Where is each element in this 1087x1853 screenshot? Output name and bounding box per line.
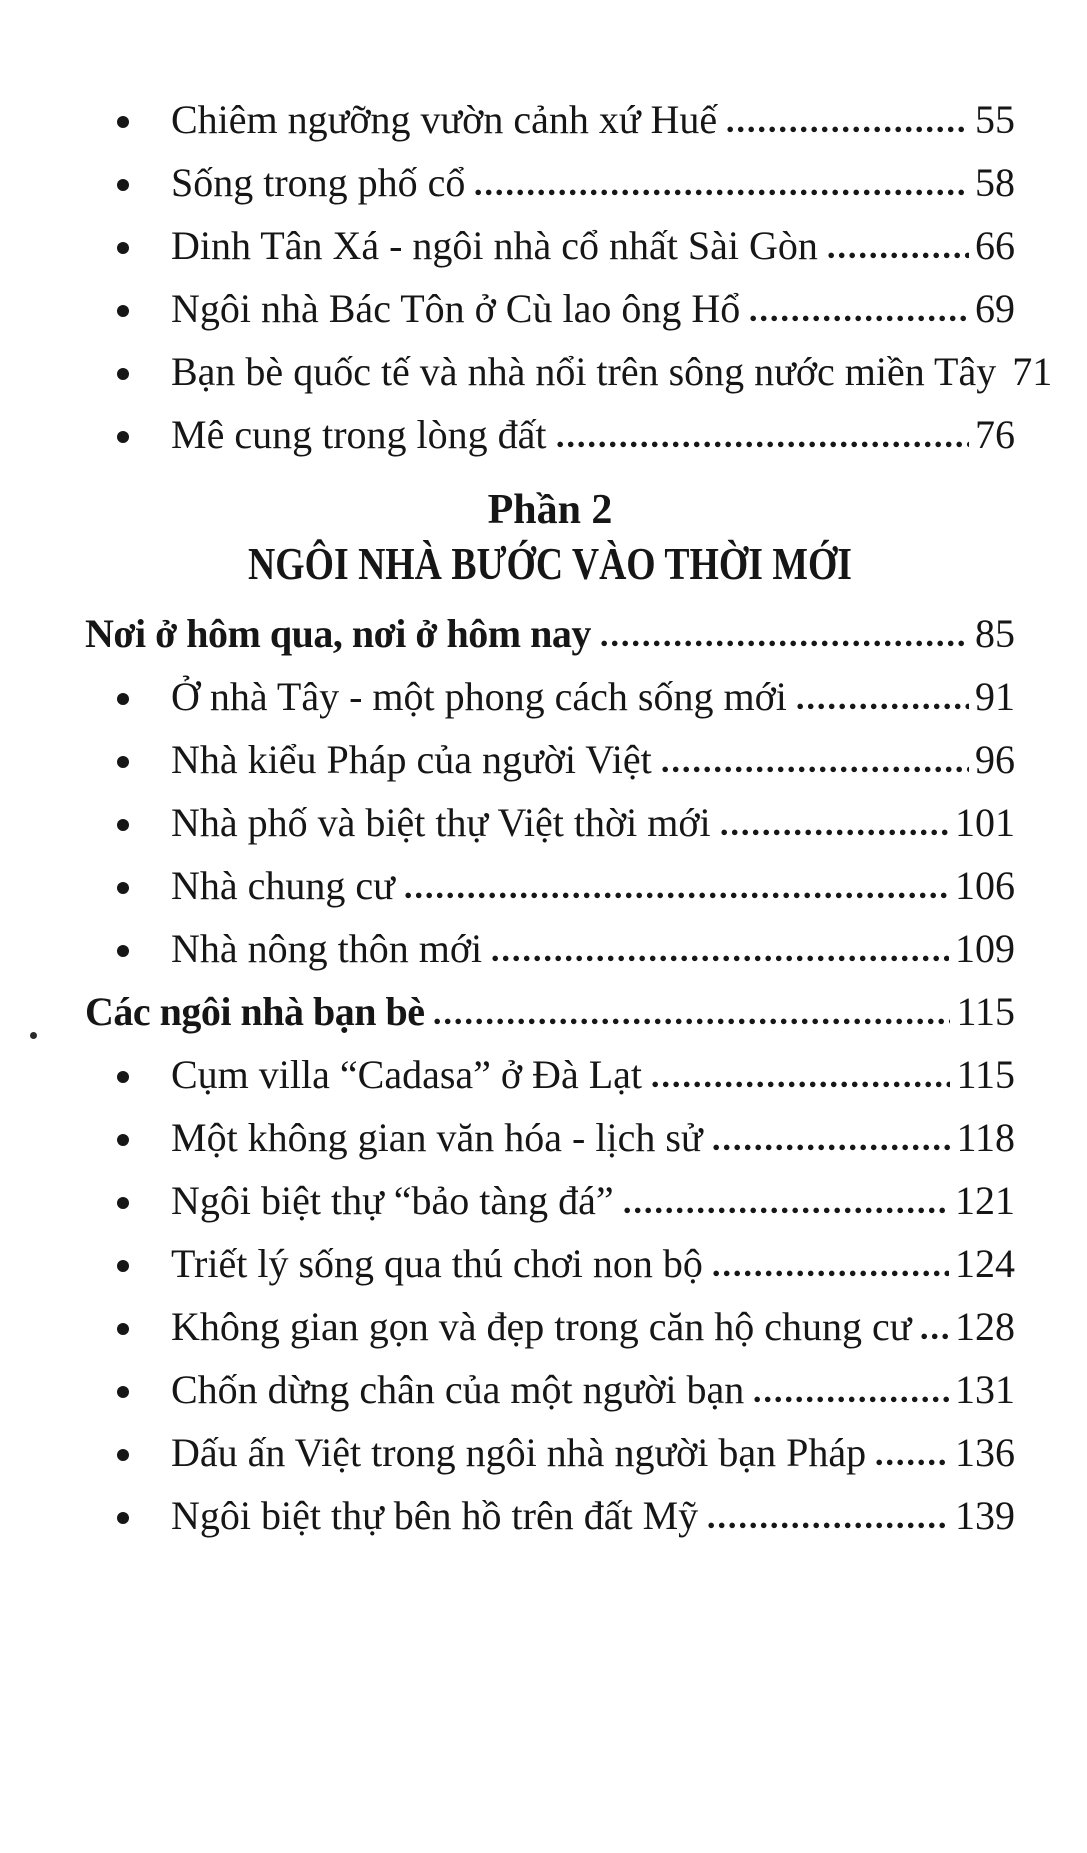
bullet-icon xyxy=(117,305,129,317)
dot-leader xyxy=(475,189,969,196)
toc-entry-page: 128 xyxy=(955,1304,1015,1349)
toc-entry xyxy=(85,214,1015,277)
bullet-icon xyxy=(117,116,129,128)
bullet-icon xyxy=(117,756,129,768)
toc-entry xyxy=(85,1295,1015,1358)
toc-entry-page: 58 xyxy=(975,160,1015,205)
toc-entry xyxy=(85,1169,1015,1232)
toc-entry-label: Không gian gọn và đẹp trong căn hộ chung cư xyxy=(171,1304,912,1349)
toc-entry xyxy=(85,917,1015,980)
toc-entry-label: Sống trong phố cổ xyxy=(171,160,466,205)
toc-entry xyxy=(85,403,1015,466)
part2-kicker: Phần 2 xyxy=(487,487,613,533)
toc-section-entry xyxy=(85,980,1015,1043)
toc-entry-label: Bạn bè quốc tế và nhà nổi trên sông nước miền Tây xyxy=(171,349,997,394)
toc-part1-list xyxy=(85,88,1053,466)
toc-entry-page: 106 xyxy=(955,863,1015,908)
dot-leader xyxy=(434,1018,950,1025)
bullet-icon xyxy=(117,1134,129,1146)
toc-section-label: Các ngôi nhà bạn bè xyxy=(85,989,425,1034)
dot-leader xyxy=(797,703,969,710)
toc-entry-label: Ngôi nhà Bác Tôn ở Cù lao ông Hổ xyxy=(171,286,741,331)
toc-entry-label: Dấu ấn Việt trong ngôi nhà người bạn Pháp xyxy=(171,1430,867,1475)
toc-entry-label: Nhà nông thôn mới xyxy=(171,926,483,971)
toc-entry-page: 109 xyxy=(955,926,1015,971)
toc-entry xyxy=(85,1043,1015,1106)
dot-leader xyxy=(713,1270,949,1277)
toc-entry xyxy=(85,1232,1015,1295)
bullet-icon xyxy=(117,242,129,254)
dot-leader xyxy=(713,1144,951,1151)
toc-entry xyxy=(85,1358,1015,1421)
part2-header xyxy=(85,484,1015,592)
bullet-icon xyxy=(117,431,129,443)
dot-leader xyxy=(492,955,949,962)
toc-entry-label: Cụm villa “Cadasa” ở Đà Lạt xyxy=(171,1052,642,1097)
toc-entry-label: Nhà kiểu Pháp của người Việt xyxy=(171,737,652,782)
dot-leader xyxy=(721,829,949,836)
toc-section-label: Nơi ở hôm qua, nơi ở hôm nay xyxy=(85,611,591,656)
bullet-icon xyxy=(117,1449,129,1461)
toc-entry-label: Ở nhà Tây - một phong cách sống mới xyxy=(171,674,787,719)
bullet-icon xyxy=(117,1386,129,1398)
toc-entry-label: Dinh Tân Xá - ngôi nhà cổ nhất Sài Gòn xyxy=(171,223,818,268)
toc-entry-page: 55 xyxy=(975,97,1015,142)
toc-entry-page: 101 xyxy=(955,800,1015,845)
toc-entry-page: 124 xyxy=(955,1241,1015,1286)
toc-entry xyxy=(85,88,1015,151)
toc-entry-label: Ngôi biệt thự “bảo tàng đá” xyxy=(171,1178,614,1223)
toc-entry-page: 69 xyxy=(975,286,1015,331)
toc-entry-page: 115 xyxy=(956,1052,1015,1097)
bullet-icon xyxy=(117,1071,129,1083)
dot-leader xyxy=(624,1207,949,1214)
toc-entry xyxy=(85,277,1015,340)
toc-entry xyxy=(85,1106,1015,1169)
dot-leader xyxy=(754,1396,949,1403)
toc-entry-page: 91 xyxy=(975,674,1015,719)
bullet-icon xyxy=(117,368,129,380)
toc-entry-label: Triết lý sống qua thú chơi non bộ xyxy=(171,1241,703,1286)
toc-entry xyxy=(85,791,1015,854)
toc-entry-page: 121 xyxy=(955,1178,1015,1223)
toc-entry xyxy=(85,854,1015,917)
toc-entry xyxy=(85,1484,1015,1547)
toc-entry xyxy=(85,151,1015,214)
toc-entry-page: 131 xyxy=(955,1367,1015,1412)
toc-entry-page: 96 xyxy=(975,737,1015,782)
dot-leader xyxy=(557,441,970,448)
toc-entry-page: 66 xyxy=(975,223,1015,268)
dot-leader xyxy=(662,766,969,773)
dot-leader xyxy=(876,1459,949,1466)
dot-leader xyxy=(405,892,949,899)
toc-entry xyxy=(85,665,1015,728)
bullet-icon xyxy=(117,945,129,957)
bullet-icon xyxy=(117,1197,129,1209)
toc-part2-list xyxy=(85,602,1015,1547)
toc-entry-page: 139 xyxy=(955,1493,1015,1538)
bullet-icon xyxy=(117,1260,129,1272)
toc-entry-label: Nhà phố và biệt thự Việt thời mới xyxy=(171,800,711,845)
toc-entry-page: 71 xyxy=(1012,349,1053,394)
toc-entry-page: 118 xyxy=(956,1115,1015,1160)
bullet-icon xyxy=(117,179,129,191)
bullet-icon xyxy=(117,882,129,894)
bullet-icon xyxy=(117,1512,129,1524)
toc-entry-page: 85 xyxy=(975,611,1015,656)
dot-leader xyxy=(652,1081,950,1088)
toc-entry-label: Chốn dừng chân của một người bạn xyxy=(171,1367,745,1412)
part2-title: NGÔI NHÀ BƯỚC VÀO THỜI MỚI xyxy=(248,538,852,589)
bullet-icon xyxy=(117,693,129,705)
toc-section-entry xyxy=(85,602,1015,665)
toc-entry-page: 115 xyxy=(956,989,1015,1034)
toc-entry-label: Nhà chung cư xyxy=(171,863,395,908)
dot-leader xyxy=(750,315,969,322)
toc-entry-page: 136 xyxy=(955,1430,1015,1475)
bullet-icon xyxy=(117,819,129,831)
toc-entry-label: Một không gian văn hóa - lịch sử xyxy=(171,1115,703,1160)
toc-entry-label: Ngôi biệt thự bên hồ trên đất Mỹ xyxy=(171,1493,699,1538)
toc-entry-page: 76 xyxy=(975,412,1015,457)
scan-artifact-dot xyxy=(30,1032,37,1039)
dot-leader xyxy=(601,640,969,647)
toc-entry xyxy=(85,340,1053,403)
toc-entry-label: Mê cung trong lòng đất xyxy=(171,412,547,457)
toc-entry xyxy=(85,1421,1015,1484)
dot-leader xyxy=(727,126,969,133)
toc-entry-label: Chiêm ngưỡng vườn cảnh xứ Huế xyxy=(171,97,718,142)
dot-leader xyxy=(921,1333,949,1340)
toc-entry xyxy=(85,728,1015,791)
dot-leader xyxy=(708,1522,949,1529)
dot-leader xyxy=(828,252,969,259)
bullet-icon xyxy=(117,1323,129,1335)
